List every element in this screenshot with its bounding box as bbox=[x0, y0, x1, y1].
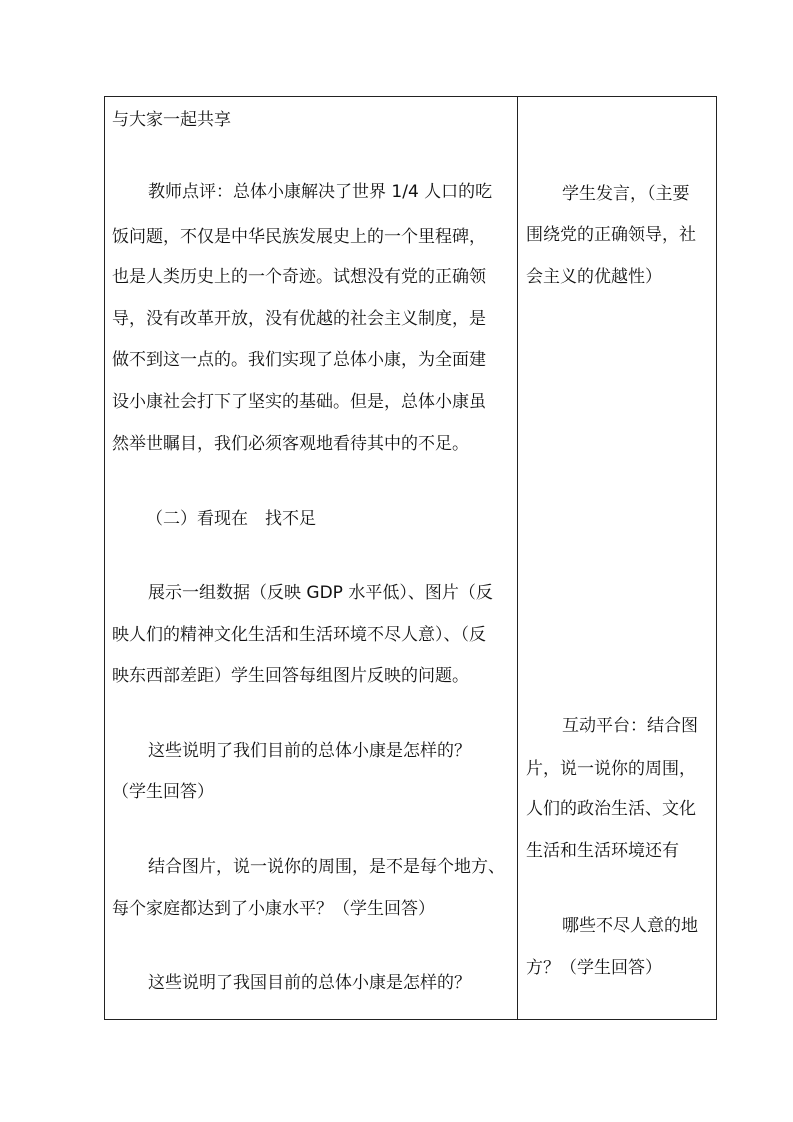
question-line: 每个家庭都达到了小康水平？（学生回答） bbox=[112, 899, 435, 919]
question-line: 结合图片，说一说你的周围，是不是每个地方、 bbox=[148, 857, 505, 877]
show-data-line: 展示一组数据（反映 GDP 水平低）、图片（反 bbox=[148, 583, 493, 603]
question-line: （学生回答） bbox=[112, 782, 214, 802]
teacher-comment-line: 设小康社会打下了坚实的基础。但是，总体小康虽 bbox=[112, 392, 486, 412]
interaction-line: 片，说一说你的周围， bbox=[526, 759, 696, 779]
student-speech-line: 学生发言，（主要 bbox=[562, 184, 690, 204]
student-speech-line: 围绕党的正确领导，社 bbox=[526, 225, 696, 245]
section-heading: （二）看现在 找不足 bbox=[146, 509, 316, 529]
interaction-line: 生活和生活环境还有 bbox=[526, 841, 679, 861]
teacher-comment-line: 然举世瞩目，我们必须客观地看待其中的不足。 bbox=[112, 434, 469, 454]
teacher-comment-line: 也是人类历史上的一个奇迹。试想没有党的正确领 bbox=[112, 267, 486, 287]
question-line: 这些说明了我国目前的总体小康是怎样的？ bbox=[148, 973, 471, 993]
student-speech-line: 会主义的优越性） bbox=[526, 267, 662, 287]
teacher-comment-line: 教师点评：总体小康解决了世界 1/4 人口的吃 bbox=[148, 182, 493, 202]
teacher-comment-line: 饭问题，不仅是中华民族发展史上的一个里程碑， bbox=[112, 227, 486, 247]
teacher-comment-line: 做不到这一点的。我们实现了总体小康，为全面建 bbox=[112, 350, 486, 370]
interaction-line: 人们的政治生活、文化 bbox=[526, 799, 696, 819]
column-divider bbox=[517, 97, 518, 1019]
interaction-line: 互动平台：结合图 bbox=[562, 716, 698, 736]
interaction-line: 哪些不尽人意的地 bbox=[562, 916, 698, 936]
teacher-comment-line: 导，没有改革开放，没有优越的社会主义制度，是 bbox=[112, 309, 486, 329]
left-share-line: 与大家一起共享 bbox=[112, 110, 231, 130]
interaction-line: 方？（学生回答） bbox=[526, 958, 662, 978]
question-line: 这些说明了我们目前的总体小康是怎样的？ bbox=[148, 741, 471, 761]
show-data-line: 映东西部差距）学生回答每组图片反映的问题。 bbox=[112, 666, 469, 686]
show-data-line: 映人们的精神文化生活和生活环境不尽人意）、（反 bbox=[112, 625, 486, 645]
